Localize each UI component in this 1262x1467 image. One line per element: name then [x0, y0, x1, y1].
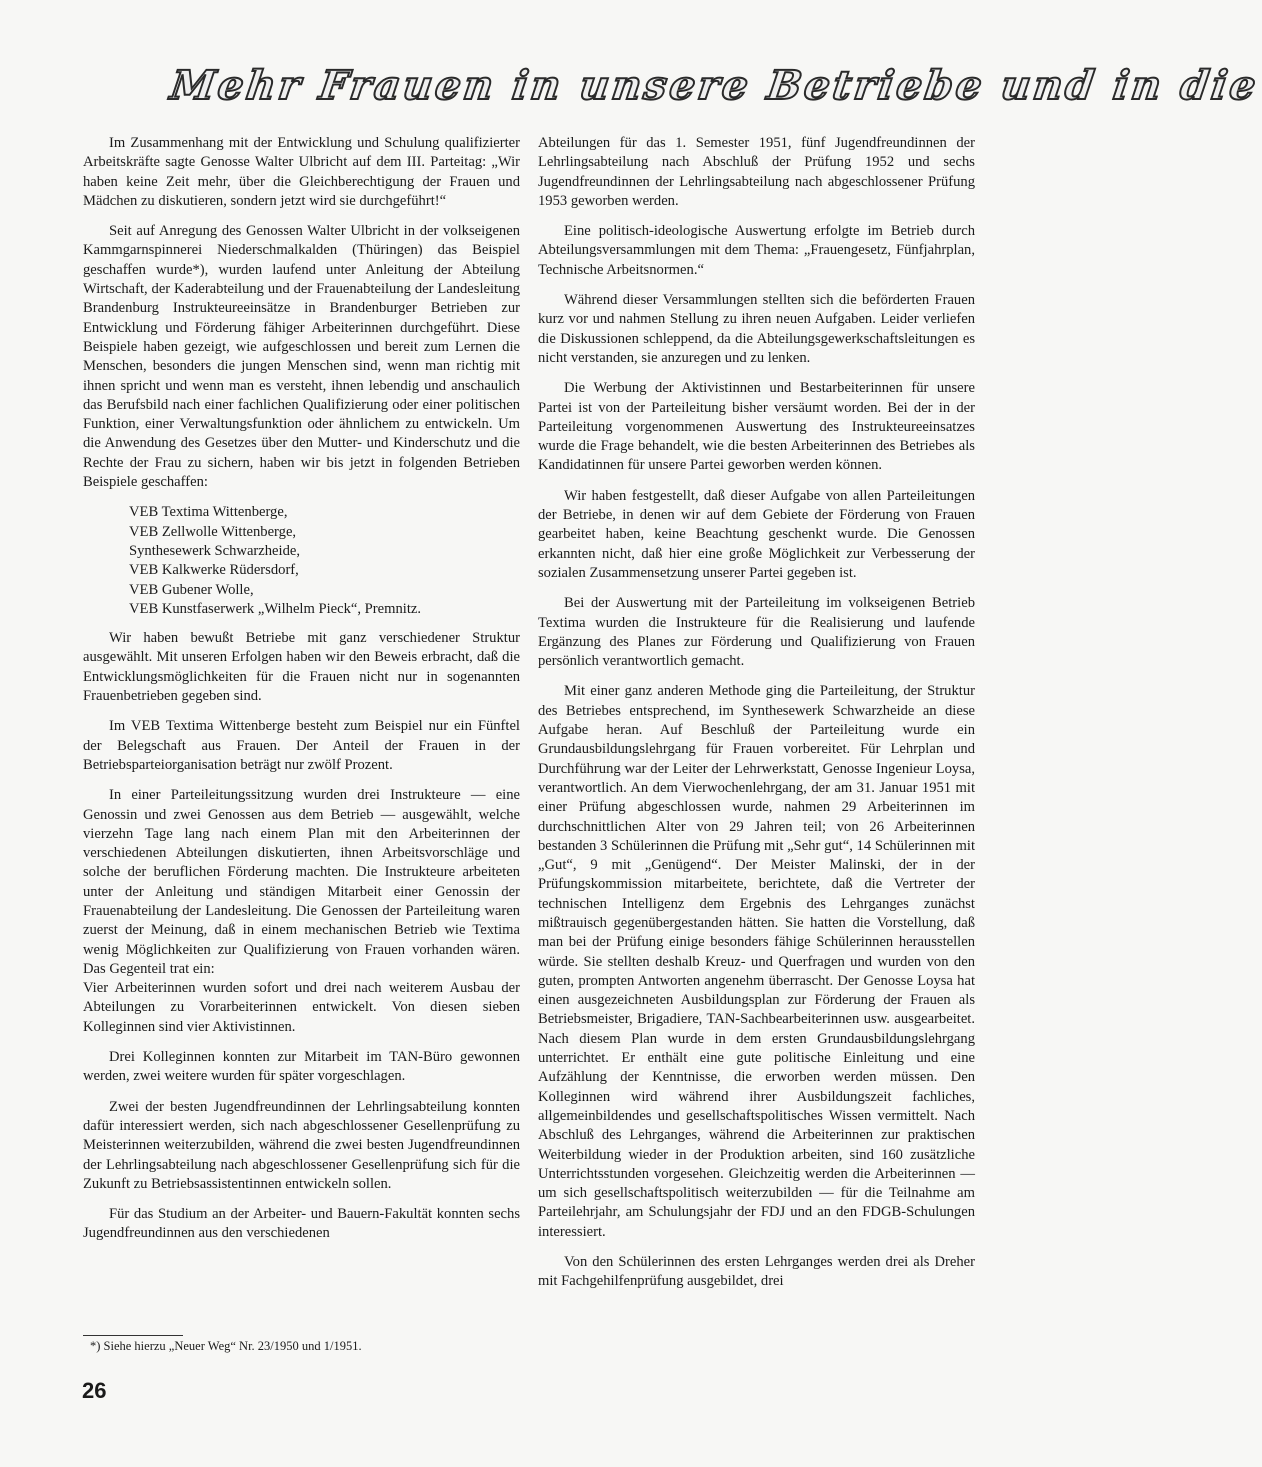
- paragraph: Drei Kolleginnen konnten zur Mitarbeit im TAN-Büro gewonnen werden, zwei weitere wurden für später vorgeschlagen.: [83, 1049, 520, 1085]
- list-item: VEB Kalkwerke Rüdersdorf,: [129, 562, 299, 579]
- paragraph: Mit einer ganz anderen Methode ging die Parteileitung, der Struktur des Betriebes entsprechend, im Synthesewerk Schwarzheide an diese Aufgabe heran. Auf Beschluß der Parteileitung wurde ein Grundausbildungslehrgang für Frauen vorbereitet. Für Lehrplan und Durchführung war der Leiter der Lehrwerkstatt, Genosse Ingenieur Loysa, verantwortlich. An dem Vierwochenlehrgang, der am 31. Januar 1951 mit einer Prüfung abgeschlossen wurde, nahmen 29 Arbeiterinnen im durchschnittlichen Alter von 29 Jahren teil; von 26 Arbeiterinnen bestanden 3 Schülerinnen die Prüfung mit „Sehr gut“, 14 Schülerinnen mit „Gut“, 9 mit „Genügend“. Der Meister Malinski, der in der Prüfungskommission mitarbeitete, berichtete, daß die Vertreter der technischen Intelligenz dem Ergebnis des Lehrganges zunächst mißtrauisch gegenübergestanden hätten. Sie hatten die Vorstellung, daß man bei der Prüfung einige besonders fähige Schülerinnen herausstellen würde. Sie stellten deshalb Kreuz- und Querfragen und wurden von den guten, prompten Antworten angenehm überrascht. Der Genosse Loysa hat einen ausgezeichneten Ausbildungsplan zur Förderung der Frauen als Betriebsmeister, Brigadiere, TAN-Sachbearbeiterinnen usw. ausgearbeitet. Nach diesem Plan wurde in dem ersten Grundausbildungslehrgang unterrichtet. Er enthält eine gute politische Einleitung und eine Aufzählung der Kenntnisse, die erworben werden müssen. Den Kolleginnen wird während ihrer Ausbildungszeit fachliches, allgemeinbildendes und gesellschaftspolitisches Wissen vermittelt. Nach Abschluß des Lehrganges, während die Arbeiterinnen zur praktischen Weiterbildung wieder in der Produktion arbeiten, sind 160 zusätzliche Unterrichtsstunden vorgesehen. Gleichzeitig werden die Arbeiterinnen — um sich gesellschaftspolitisch weiterzubilden — für die Teilnahme am Parteilehrjahr, am Schulungsjahr der FDJ und an den FDGB-Schulungen interessiert.: [538, 683, 975, 1240]
- footnote: *) Siehe hierzu „Neuer Weg“ Nr. 23/1950 und 1/1951.: [90, 1339, 362, 1353]
- paragraph: Im Zusammenhang mit der Entwicklung und Schulung qualifizierter Arbeitskräfte sagte Genosse Walter Ulbricht auf dem III. Parteitag: „Wir haben keine Zeit mehr, über die Gleichberechtigung der Frauen und Mädchen zu diskutieren, sondern jetzt wird sie durchgeführt!“: [83, 135, 520, 209]
- list-item: VEB Kunstfaserwerk „Wilhelm Pieck“, Premnitz.: [129, 600, 422, 617]
- right-column: [538, 134, 975, 1303]
- paragraph: Bei der Auswertung mit der Parteileitung im volkseigenen Betrieb Textima wurden die Instrukteure für die Realisierung und laufende Ergänzung des Planes zur Förderung und Qualifizierung von Frauen persönlich verantwortlich gemacht.: [538, 595, 975, 670]
- paragraph: Wir haben festgestellt, daß dieser Aufgabe von allen Parteileitungen der Betriebe, in denen wir auf dem Gebiete der Förderung von Frauen gearbeitet haben, keine Beachtung geschenkt wurde. Die Genossen erkannten nicht, daß hier eine große Möglichkeit zur Verbesserung der sozialen Zusammensetzung unserer Partei gegeben ist.: [538, 487, 975, 581]
- plant-list: [129, 503, 520, 619]
- paragraph: Im VEB Textima Wittenberge besteht zum Beispiel nur ein Fünftel der Belegschaft aus Frauen. Der Anteil der Frauen in der Betriebsparteiorganisation beträgt nur zwölf Prozent.: [83, 718, 520, 773]
- paragraph: Wir haben bewußt Betriebe mit ganz verschiedener Struktur ausgewählt. Mit unseren Erfolgen haben wir den Beweis erbracht, daß die Entwicklungsmöglichkeiten für die Frauen nicht nur in sogenannten Frauenbetrieben gegeben sind.: [83, 630, 520, 705]
- paragraph: In einer Parteileitungssitzung wurden drei Instrukteure — eine Genossin und zwei Genossen aus dem Betrieb — ausgewählt, welche vierzehn Tage lang nach einem Plan mit den Arbeiterinnen der verschiedenen Abteilungen diskutierten, ihnen Arbeitsvorschläge und solche der beruflichen Förderung machten. Die Instrukteure arbeiteten unter der Anleitung und ständigen Mitarbeit einer Genossin der Frauenabteilung der Landesleitung. Die Genossen der Parteileitung waren zuerst der Meinung, daß in einem mechanischen Betrieb wie Textima wenig Möglichkeiten zur Qualifizierung von Frauen vorhanden wären. Das Gegenteil trat ein:: [83, 787, 520, 977]
- paragraph: Vier Arbeiterinnen wurden sofort und drei nach weiterem Ausbau der Abteilungen zu Vorarbeiterinnen entwickelt. Von diesen sieben Kolleginnen sind vier Aktivistinnen.: [83, 980, 520, 1035]
- list-item: VEB Zellwolle Wittenberge,: [129, 523, 297, 540]
- paragraph: Seit auf Anregung des Genossen Walter Ulbricht in der volkseigenen Kammgarnspinnerei Niederschmalkalden (Thüringen) das Beispiel geschaffen wurde*), wurden laufend unter Anleitung der Abteilung Wirtschaft, der Kaderabteilung und der Frauenabteilung der Landesleitung Brandenburg Instrukteureeinsätze in Brandenburger Betrieben zur Entwicklung und Förderung fähiger Arbeiterinnen durchgeführt. Diese Beispiele haben gezeigt, wie aufgeschlossen und bereit zum Lernen die Menschen, besonders die jungen Menschen sind, wenn man richtig mit ihnen spricht und wenn man es versteht, ihnen lebendig und anschaulich das Berufsbild nach einer fachlichen Qualifizierung oder einer politischen Funktion, einer Verwaltungsfunktion oder ähnlichem zu entwickeln. Um die Anwendung des Gesetzes über den Mutter- und Kinderschutz und die Rechte der Frau zu sichern, haben wir bis jetzt in folgenden Betrieben Beispiele geschaffen:: [83, 223, 520, 491]
- headline: Mehr Frauen in unsere Betriebe und in die: [167, 62, 1262, 109]
- paragraph: Eine politisch-ideologische Auswertung erfolgte im Betrieb durch Abteilungsversammlungen mit dem Thema: „Frauengesetz, Fünfjahrplan, Technische Arbeitsnormen.“: [538, 223, 975, 278]
- paragraph: Von den Schülerinnen des ersten Lehrganges werden drei als Dreher mit Fachgehilfenprüfung ausgebildet, drei: [538, 1254, 975, 1290]
- paragraph: Die Werbung der Aktivistinnen und Bestarbeiterinnen für unsere Partei ist von der Parteileitung bisher versäumt worden. Bei der in der Parteileitung vorgenommenen Auswertung des Instrukteureeinsatzes wurde die Frage behandelt, wie die besten Arbeiterinnen des Betriebes als Kandidatinnen für unsere Partei geworben werden können.: [538, 380, 975, 474]
- list-item: VEB Textima Wittenberge,: [129, 504, 288, 521]
- paragraph: Zwei der besten Jugendfreundinnen der Lehrlingsabteilung konnten dafür interessiert werden, sich nach abgeschlossener Gesellenprüfung zu Meisterinnen weiterzubilden, während die zwei besten Jugendfreundinnen der Lehrlingsabteilung nach abgeschlossener Gesellenprüfung sich für die Zukunft zu Betriebsassistentinnen entwickeln sollen.: [83, 1098, 520, 1192]
- left-column: [83, 134, 520, 1255]
- paragraph: Abteilungen für das 1. Semester 1951, fünf Jugendfreundinnen der Lehrlingsabteilung nach Abschluß der Prüfung 1952 und sechs Jugendfreundinnen der Lehrlingsabteilung nach abgeschlossener Prüfung 1953 geworben werden.: [538, 135, 975, 209]
- footnote-rule: [83, 1335, 183, 1336]
- paragraph: Während dieser Versammlungen stellten sich die beförderten Frauen kurz vor und nahmen Stellung zu ihren neuen Aufgaben. Leider verliefen die Diskussionen schleppend, da die Abteilungsgewerkschaftsleitungen es nicht verstanden, sie anzuregen und zu lenken.: [538, 292, 975, 366]
- page-number: 26: [82, 1378, 107, 1403]
- paragraph: Für das Studium an der Arbeiter- und Bauern-Fakultät konnten sechs Jugendfreundinnen aus den verschiedenen: [83, 1206, 520, 1242]
- list-item: Synthesewerk Schwarzheide,: [129, 542, 301, 559]
- list-item: VEB Gubener Wolle,: [129, 581, 254, 598]
